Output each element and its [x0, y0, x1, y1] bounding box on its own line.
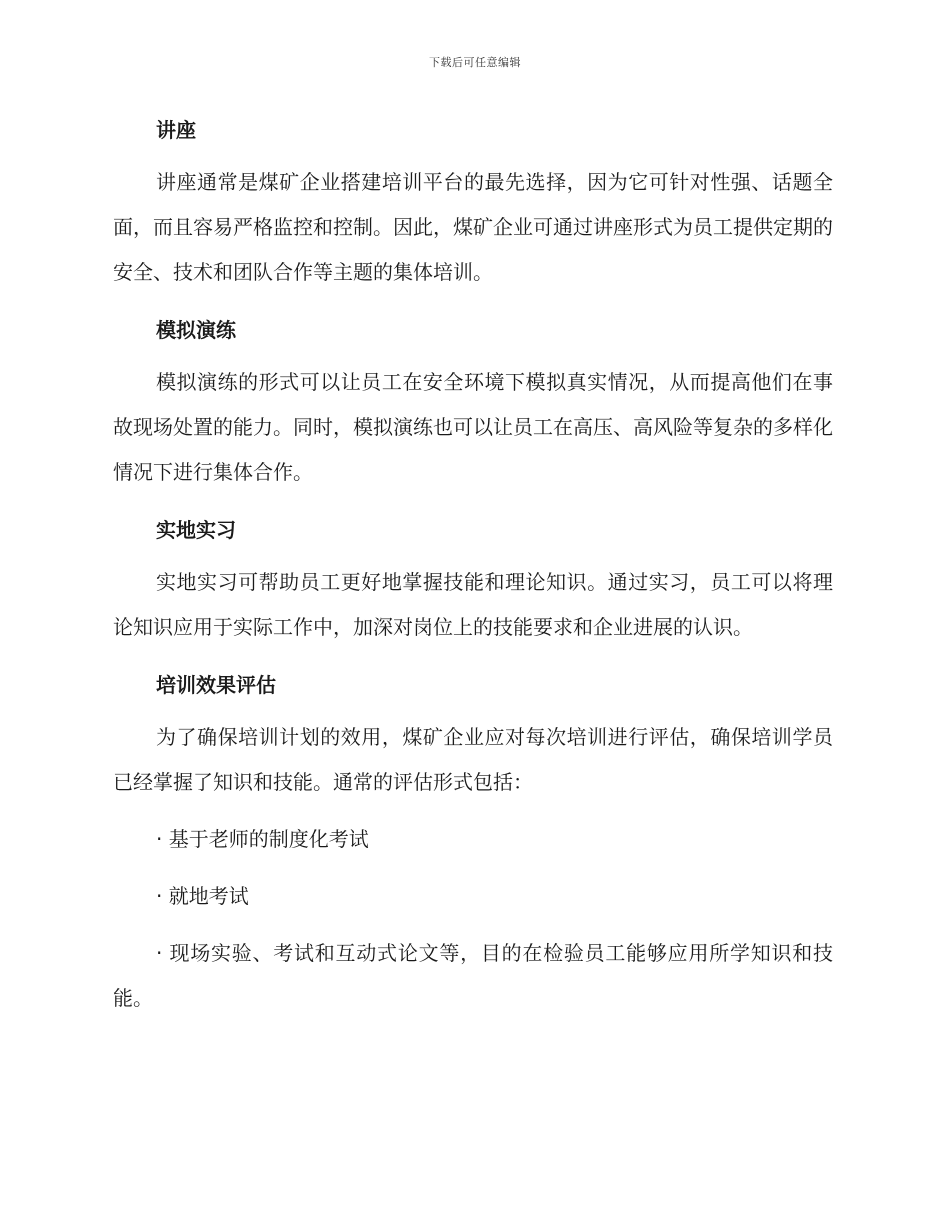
bullet-item-2: · 就地考试 — [156, 884, 249, 908]
section-heading-lecture: 讲座 — [156, 118, 196, 142]
page-header: 下载后可任意编辑 — [429, 56, 521, 69]
section-paragraph-evaluation: 为了确保培训计划的效用，煤矿企业应对每次培训进行评估，确保培训学员已经掌握了知识和技能。通常的评估形式包括： — [113, 725, 833, 794]
section-heading-simulation: 模拟演练 — [156, 318, 236, 342]
section-heading-internship: 实地实习 — [156, 518, 236, 542]
section-paragraph-internship: 实地实习可帮助员工更好地掌握技能和理论知识。通过实习，员工可以将理论知识应用于实际工作中，加深对岗位上的技能要求和企业进展的认识。 — [113, 570, 833, 639]
section-paragraph-simulation: 模拟演练的形式可以让员工在安全环境下模拟真实情况，从而提高他们在事故现场处置的能力。同时，模拟演练也可以让员工在高压、高风险等复杂的多样化情况下进行集体合作。 — [113, 370, 833, 484]
document-body — [113, 110, 833, 1021]
bullet-item-3: · 现场实验、考试和互动式论文等，目的在检验员工能够应用所学知识和技能。 — [113, 941, 833, 1010]
bullet-item-1: · 基于老师的制度化考试 — [156, 827, 369, 851]
section-heading-evaluation: 培训效果评估 — [156, 673, 276, 697]
section-paragraph-lecture: 讲座通常是煤矿企业搭建培训平台的最先选择，因为它可针对性强、话题全面，而且容易严格监控和控制。因此，煤矿企业可通过讲座形式为员工提供定期的安全、技术和团队合作等主题的集体培训。 — [113, 170, 833, 284]
